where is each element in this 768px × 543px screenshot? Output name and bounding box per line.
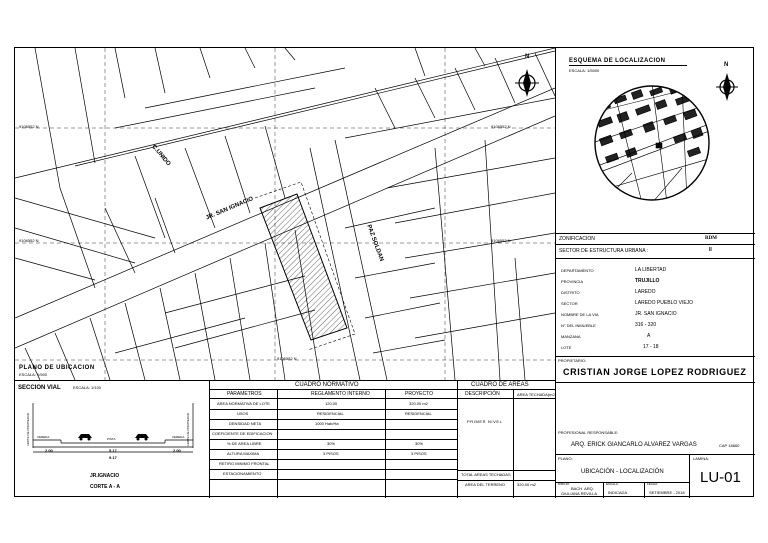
table-cell: 30% (327, 441, 336, 446)
dibujo-label: DIBUJO: (558, 482, 570, 486)
profesional-label: PROFESIONAL RESPONSABLE: (558, 430, 619, 435)
fecha-value: SETIEMBRE - 2018 (649, 490, 685, 495)
table-cell: DENSIDAD NETA (229, 421, 262, 426)
zonificacion-value: RDM (705, 236, 717, 241)
limite-label: LIMITE DE PROPIEDAD (26, 412, 30, 446)
info-label: DISTRITO (561, 290, 580, 295)
row-line (555, 233, 755, 234)
sector-urbano-label: SECTOR DE ESTRUCTURA URBANA : (559, 248, 649, 254)
seccion-vial-scale: ESCALA: 1/100 (73, 385, 102, 390)
table-cell: COEFICIENTE DE EDIFICACION (212, 431, 273, 436)
lamina-label: LAMINA: (693, 456, 710, 461)
cuadro-normativo-table (209, 380, 457, 498)
table-cell: ESTACIONAMIENTO (223, 471, 262, 476)
coord-label: 9106552 N (19, 238, 39, 243)
dibujo-value: BACH. ARQ. (571, 486, 594, 491)
plan-title: PLANO DE UBICACION (19, 365, 95, 371)
cuadro-areas-table (457, 380, 555, 498)
area-terreno-value: 320.00 m2 (517, 482, 536, 487)
table-cell: RESIDENCIAL (317, 411, 344, 416)
lamina-code: LU-01 (700, 469, 741, 486)
info-value: LAREDO (635, 289, 656, 295)
area-terreno-label: AREA DEL TERRENO (465, 482, 506, 487)
row-line (555, 356, 755, 357)
info-label: DEPARTAMENTO (561, 268, 594, 273)
table-header: REGLAMENTO INTERNO (311, 391, 370, 397)
table-header: DESCRIPCIÓN (465, 391, 500, 397)
info-label: MANZANA (561, 334, 581, 339)
escala-label: ESCALA: (606, 482, 619, 486)
info-value: TRUJILLO (635, 278, 660, 284)
dim-total: 9.17 (109, 455, 117, 460)
cuadro-normativo-title: CUADRO NORMATIVO (295, 382, 359, 388)
info-value: 17 - 18 (643, 344, 659, 350)
info-label: NOMBRE DE LA VIA (561, 312, 599, 317)
esquema-title: ESQUEMA DE LOCALIZACION (569, 58, 666, 64)
esquema-underline (569, 65, 687, 66)
esquema-scale: ESCALA: 1/5000 (569, 68, 600, 73)
info-label: N° DEL INMUEBLE (561, 323, 596, 328)
dim-right: 2.00 (173, 448, 181, 453)
info-value: LA LIBERTAD (635, 267, 667, 273)
cuadro-areas-title: CUADRO DE AREAS (471, 382, 529, 388)
table-header: PROYECTO (405, 391, 433, 397)
plan-scale: ESCALA: 1/500 (19, 372, 48, 377)
road-section-corte: CORTE A - A (90, 484, 120, 490)
row-line (555, 454, 755, 455)
table-cell: ALTURA MAXIMA (227, 451, 260, 456)
divider (644, 482, 645, 498)
table-cell: 120.00 (325, 401, 338, 406)
info-value: A (647, 333, 651, 339)
table-cell: RETIRO MINIMO FRONTAL (219, 461, 270, 466)
info-label: LOTE (561, 345, 572, 350)
total-areas-label: TOTAL AREAS TECHADAS (461, 472, 511, 477)
seccion-vial-title: SECCION VIAL (18, 385, 61, 391)
street-label-san-ignacio: JR. SAN IGNACIO (205, 196, 255, 222)
propietario-name: CRISTIAN JORGE LOPEZ RODRIGUEZ (563, 367, 747, 377)
dibujo-value: GIULIANA REVILLA (561, 491, 598, 496)
table-cell: USOS (237, 411, 249, 416)
divider (689, 454, 690, 498)
north-arrow-icon (515, 69, 539, 97)
table-cell: RESIDENCIAL (405, 411, 432, 416)
zonificacion-label: ZONIFICACION (559, 236, 595, 242)
row-line (555, 244, 755, 245)
info-label: PROVINCIA (561, 279, 584, 284)
row-line (555, 258, 755, 259)
plano-label: PLANO: (558, 456, 573, 461)
dim-mid: 5.17 (109, 448, 117, 453)
table-cell: 30% (415, 441, 424, 446)
profesional-name: ARQ. ERICK GIANCARLO ALVAREZ VARGAS (571, 442, 697, 448)
table-cell: 3 PISOS (411, 451, 427, 456)
coord-label: 9106552 N (277, 356, 297, 361)
location-plan-map (15, 48, 555, 380)
coord-label: 9106552 N (19, 124, 39, 129)
info-value: JR. SAN IGNACIO (635, 311, 677, 317)
row-line (555, 382, 755, 383)
fecha-label: FECHA: (647, 482, 659, 486)
primer-nivel-label: PRIMER NIVEL (467, 419, 503, 424)
north-arrow-icon (715, 70, 739, 104)
table-cell: AREA NORMATIVA DE LOTE (217, 401, 270, 406)
north-label: N (724, 62, 729, 68)
table-cell: 3 PISOS (323, 451, 339, 456)
vereda-label: VEREDA (172, 435, 185, 439)
street-label-paz-soldan: PAZ SOLDAN (365, 224, 385, 263)
limite-label: LIMITE DE PROPIEDAD (186, 412, 190, 446)
escala-value: INDICADA (608, 490, 628, 495)
divider (555, 48, 556, 498)
north-label: N (525, 54, 530, 60)
drawing-sheet (14, 47, 754, 497)
road-section-street: JR.IGNACIO (90, 473, 120, 479)
coord-label: 9106552 N (491, 238, 511, 243)
dim-left: 2.00 (45, 448, 53, 453)
propietario-label: PROPIETARIO: (558, 358, 587, 363)
sector-urbano-value: II (709, 247, 712, 253)
divider (603, 482, 604, 498)
table-cell: % DE AREA LIBRE (227, 441, 262, 446)
row-line (555, 482, 689, 483)
plano-name: UBICACIÓN - LOCALIZACIÓN (581, 469, 664, 475)
street-label-c-unido: C.UNIDO (150, 144, 172, 168)
locator-map (592, 83, 712, 203)
info-value: LAREDO PUEBLO VIEJO (635, 300, 694, 306)
table-cell: 1000 Hab/Ha (315, 421, 339, 426)
info-value: 316 - 320 (635, 322, 657, 328)
table-cell: 320.00 m2 (409, 401, 428, 406)
coord-label: 9106552 N (491, 124, 511, 129)
vereda-label: VEREDA (37, 435, 50, 439)
table-header: AREA TECHADA(m2) (517, 392, 557, 397)
profesional-cap: CAP 18660 (719, 443, 740, 448)
info-label: SECTOR (561, 301, 578, 306)
pista-label: PISTA (107, 437, 116, 441)
table-header: PARAMETROS (227, 391, 262, 397)
